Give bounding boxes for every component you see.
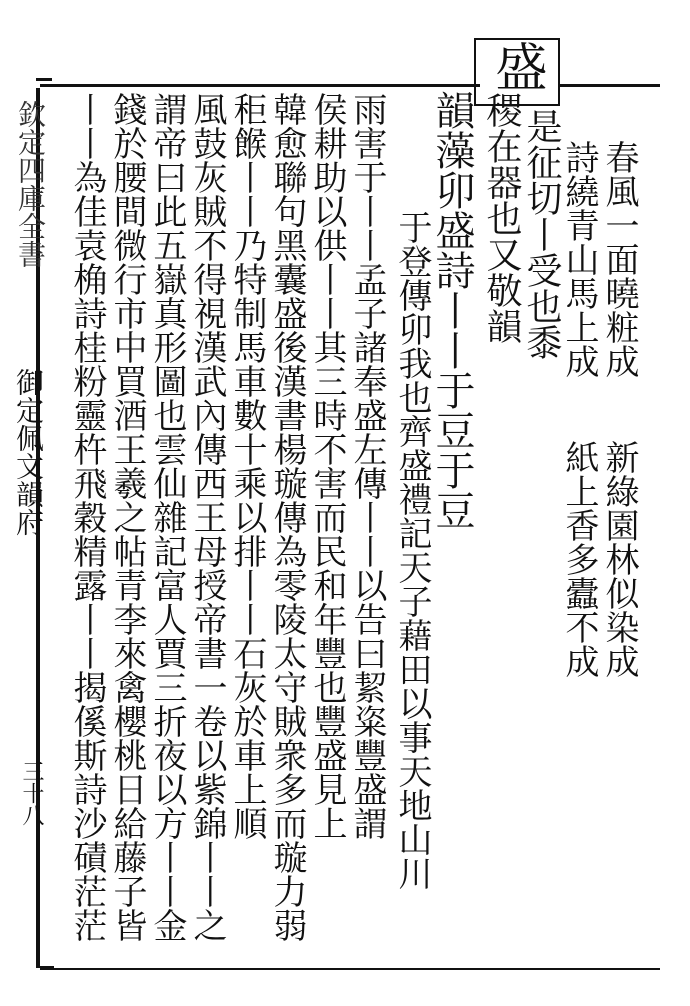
bottom-frame-rule <box>40 968 660 970</box>
gutter-book-title: 御定佩文韻府 <box>12 368 45 536</box>
text-column-1: 是征切丨受也黍 <box>521 108 562 360</box>
poem-line-2: 詩繞青山馬上成 <box>559 140 599 378</box>
text-column-7: 侯耕助以供丨丨其三時不害而民和年豐也豐盛見上 <box>307 92 347 840</box>
text-column-2: 稷在器也又敬韻 <box>481 92 522 344</box>
gutter-page-number: 三十八 <box>19 760 44 826</box>
gutter-top-title: 欽定四庫全書 <box>14 100 47 268</box>
poem-line-1: 春風一面曉粧成 <box>599 140 639 378</box>
text-column-3: 韻藻卯盛詩丨丨于豆于豆 <box>429 90 475 530</box>
top-frame-rule-right <box>560 84 660 87</box>
text-column-6: 雨害于丨丨孟子諸奉盛左傳丨丨以告曰絜粢豐盛謂 <box>347 92 387 840</box>
text-column-11: 謂帝曰此五嶽真形圖也雲仙雜記富人賈三折夜以方丨丨金 <box>147 92 187 942</box>
text-column-10: 風鼓灰賊不得視漢武內傳西王母授帝書一卷以紫錦丨丨之 <box>187 92 227 942</box>
text-column-13: 丨丨為佳袁桷詩桂粉靈杵飛穀精露丨丨揭傒斯詩沙磧茫茫 <box>67 92 107 942</box>
gutter-top-rule <box>36 78 52 81</box>
text-column-8: 韓愈聯句黑囊盛後漢書楊璇傳為零陵太守賊衆多而璇力弱 <box>267 92 307 942</box>
poem-line-3: 新綠園林似染成 <box>599 440 639 678</box>
text-column-4: 于登傳卯我也齊盛禮記天子藉田以事天地山川 <box>392 210 432 890</box>
top-frame-rule <box>40 84 480 87</box>
text-column-9: 秬餱丨丨乃特制馬車數十乘以排丨丨石灰於車上順 <box>227 92 267 840</box>
header-char: 盛 <box>486 40 546 92</box>
text-column-12: 錢於腰間微行市中買酒王羲之帖青李來禽櫻桃日給藤子皆 <box>107 92 147 942</box>
poem-line-4: 紙上香多蠹不成 <box>559 440 599 678</box>
